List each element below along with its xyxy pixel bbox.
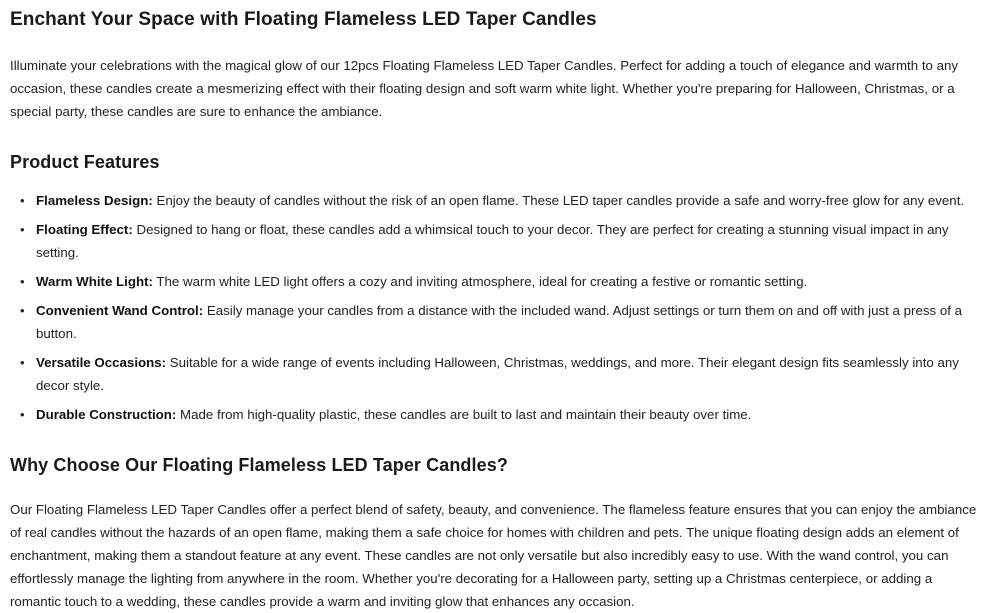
feature-name: Versatile Occasions: (36, 355, 167, 370)
product-description-page (0, 8, 994, 613)
feature-description: Enjoy the beauty of candles without the risk of an open flame. These LED taper candles provide a safe and worry-free glow for any event. (152, 193, 965, 208)
why-choose-paragraph: Our Floating Flameless LED Taper Candles offer a perfect blend of safety, beauty, and convenience. The flameless feature ensures that you can enjoy the ambiance of real candles without the hazards of an open flame, making them a safe choice for homes with children and pets. The unique floating design adds an element of enchantment, making them a standout feature at any event. These candles are not only versatile but also incredibly easy to use. With the wand control, you can effortlessly manage the lighting from anywhere in the room. Whether you're decorating for a Halloween party, setting up a Christmas centerpiece, or adding a romantic touch to a wedding, these candles provide a warm and inviting glow that enhances any occasion. (10, 502, 977, 609)
feature-name: Warm White Light: (36, 274, 153, 289)
list-item (36, 218, 984, 264)
feature-description: Made from high-quality plastic, these candles are built to last and maintain their beauty over time. (176, 407, 752, 422)
feature-description: The warm white LED light offers a cozy and inviting atmosphere, ideal for creating a festive or romantic setting. (152, 274, 808, 289)
feature-name: Flameless Design: (36, 193, 153, 208)
product-features-list (10, 189, 984, 426)
list-item (36, 299, 984, 345)
list-item (36, 189, 984, 212)
list-item (36, 351, 984, 397)
feature-description: Easily manage your candles from a distance with the included wand. Adjust settings or turn them on and off with just a press of a button. (36, 303, 963, 341)
feature-description: Designed to hang or float, these candles add a whimsical touch to your decor. They are perfect for creating a stunning visual impact in any setting. (36, 222, 949, 260)
feature-name: Floating Effect: (36, 222, 133, 237)
feature-name: Durable Construction: (36, 407, 177, 422)
why-choose-heading: Why Choose Our Floating Flameless LED Taper Candles? (10, 455, 508, 475)
page-title: Enchant Your Space with Floating Flameless LED Taper Candles (10, 9, 597, 30)
list-item (36, 403, 984, 426)
feature-description: Suitable for a wide range of events including Halloween, Christmas, weddings, and more. Their elegant design fits seamlessly into any decor style. (36, 355, 959, 393)
list-item (36, 270, 984, 293)
product-features-heading: Product Features (10, 152, 160, 172)
intro-paragraph: Illuminate your celebrations with the magical glow of our 12pcs Floating Flameless LED Taper Candles. Perfect for adding a touch of elegance and warmth to any occasion, these candles create a mesmerizing effect with their floating design and soft warm white light. Whether you're preparing for Halloween, Christmas, or a special party, these candles are sure to enhance the ambiance. (10, 58, 959, 119)
feature-name: Convenient Wand Control: (36, 303, 204, 318)
